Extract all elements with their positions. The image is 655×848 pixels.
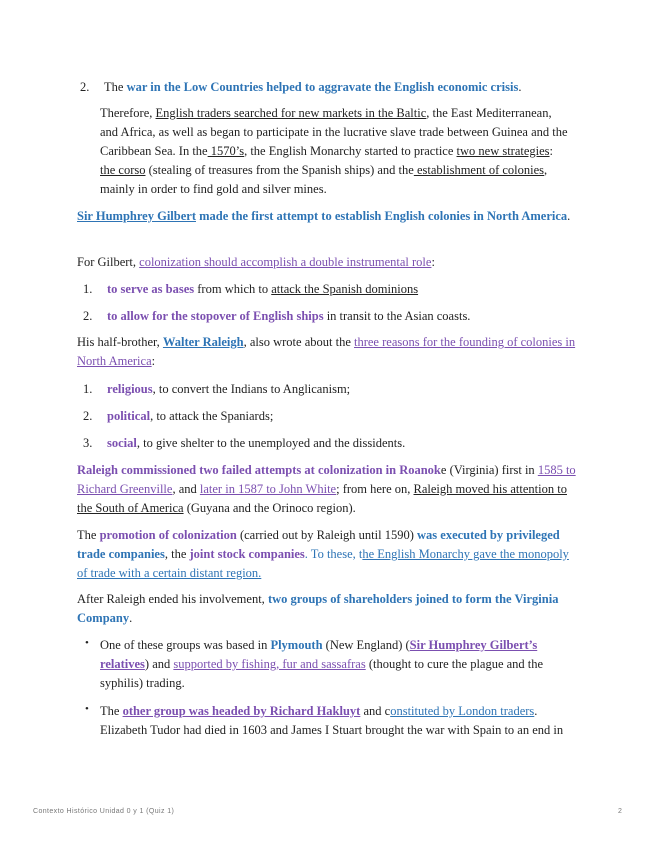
paragraph-promotion: The promotion of colonization (carried out by Raleigh until 1590) was executed by privileged trade companies, the joint stock companies. To these, the English Monarchy gave the monopoly of trade with a certain distant region. [77,528,569,580]
john-white-link[interactable]: later in 1587 to John White [199,482,337,496]
walter-raleigh-link[interactable]: Walter Raleigh [162,335,244,349]
fishing-fur-link[interactable]: supported by fishing, fur and sassafras [173,657,366,671]
footer-title: Contexto Histórico Unidad 0 y 1 (Quiz 1) [33,808,175,815]
bullet-icon: • [85,637,89,649]
london-traders-link[interactable]: onstituted by London traders [390,704,535,718]
paragraph-after-raleigh: After Raleigh ended his involvement, two groups of shareholders joined to form the Virginia Company. [77,592,559,625]
hakluyt-link[interactable]: other group was headed by Richard Hakluyt [122,704,361,718]
bullet-icon: • [85,703,89,715]
paragraph-roanoke: Raleigh commissioned two failed attempts at colonization in Roanoke (Virginia) first in 1585 to Richard Greenville, and later in 1587 to John White; from here on, Raleigh moved his attention to the South of America (Guyana and the Orinoco region). [77,463,576,515]
reason-item-3: 3. social, to give shelter to the unemployed and the dissidents. [83,436,406,450]
paragraph-therefore: Therefore, English traders searched for new markets in the Baltic, the East Mediterranean, and Africa, as well as began to participate in the lucrative slave trade between Guinea and the Caribbean Sea. In the 1570’s, the English Monarchy started to practice two new strategies: the corso (stealing of treasures from the Spanish ships) and the establishment of colonies, mainly in order to find gold and silver mines. [100,106,568,196]
monopoly-link[interactable]: he English Monarchy gave the monopoly of trade with a certain distant region. [77,547,569,580]
heading-gilbert: Sir Humphrey Gilbert made the first attempt to establish English colonies in North America. [77,209,571,223]
greenville-link[interactable]: 1585 to Richard Greenville [77,463,576,496]
highlight-text: war in the Low Countries helped to aggravate the English economic crisis [126,80,519,94]
role-item-2: 2. to allow for the stopover of English ships in transit to the Asian coasts. [83,309,471,323]
colonization-link[interactable]: colonization should accomplish a double instrumental role [139,255,432,269]
gilbert-relatives-link[interactable]: Sir Humphrey Gilbert’s relatives [100,638,538,671]
three-reasons-link[interactable]: three reasons for the founding of colonies in North America [77,335,576,368]
paragraph-raleigh: His half-brother, Walter Raleigh, also wrote about the three reasons for the founding of colonies in North America: [77,335,576,368]
reason-item-2: 2. political, to attack the Spaniards; [83,409,274,423]
bullet-item-hakluyt: The other group was headed by Richard Hakluyt and constituted by London traders. Elizabeth Tudor had died in 1603 and James I Stuart brought the war with Spain to an end in [100,704,564,737]
list-item-2: 2. The war in the Low Countries helped to aggravate the English economic crisis. [80,78,580,97]
list-number: 2. [80,80,90,94]
paragraph-for-gilbert: For Gilbert, colonization should accomplish a double instrumental role: [77,255,435,269]
reason-item-1: 1. religious, to convert the Indians to Anglicanism; [83,382,351,396]
page-number: 2 [618,808,623,815]
gilbert-link[interactable]: Sir Humphrey Gilbert [77,209,196,223]
bullet-item-plymouth: One of these groups was based in Plymouth (New England) (Sir Humphrey Gilbert’s relatives) and supported by fishing, fur and sassafras (thought to cure the plague and the syphilis) trading. [100,638,544,690]
role-item-1: 1. to serve as bases from which to attack the Spanish dominions [83,282,419,296]
